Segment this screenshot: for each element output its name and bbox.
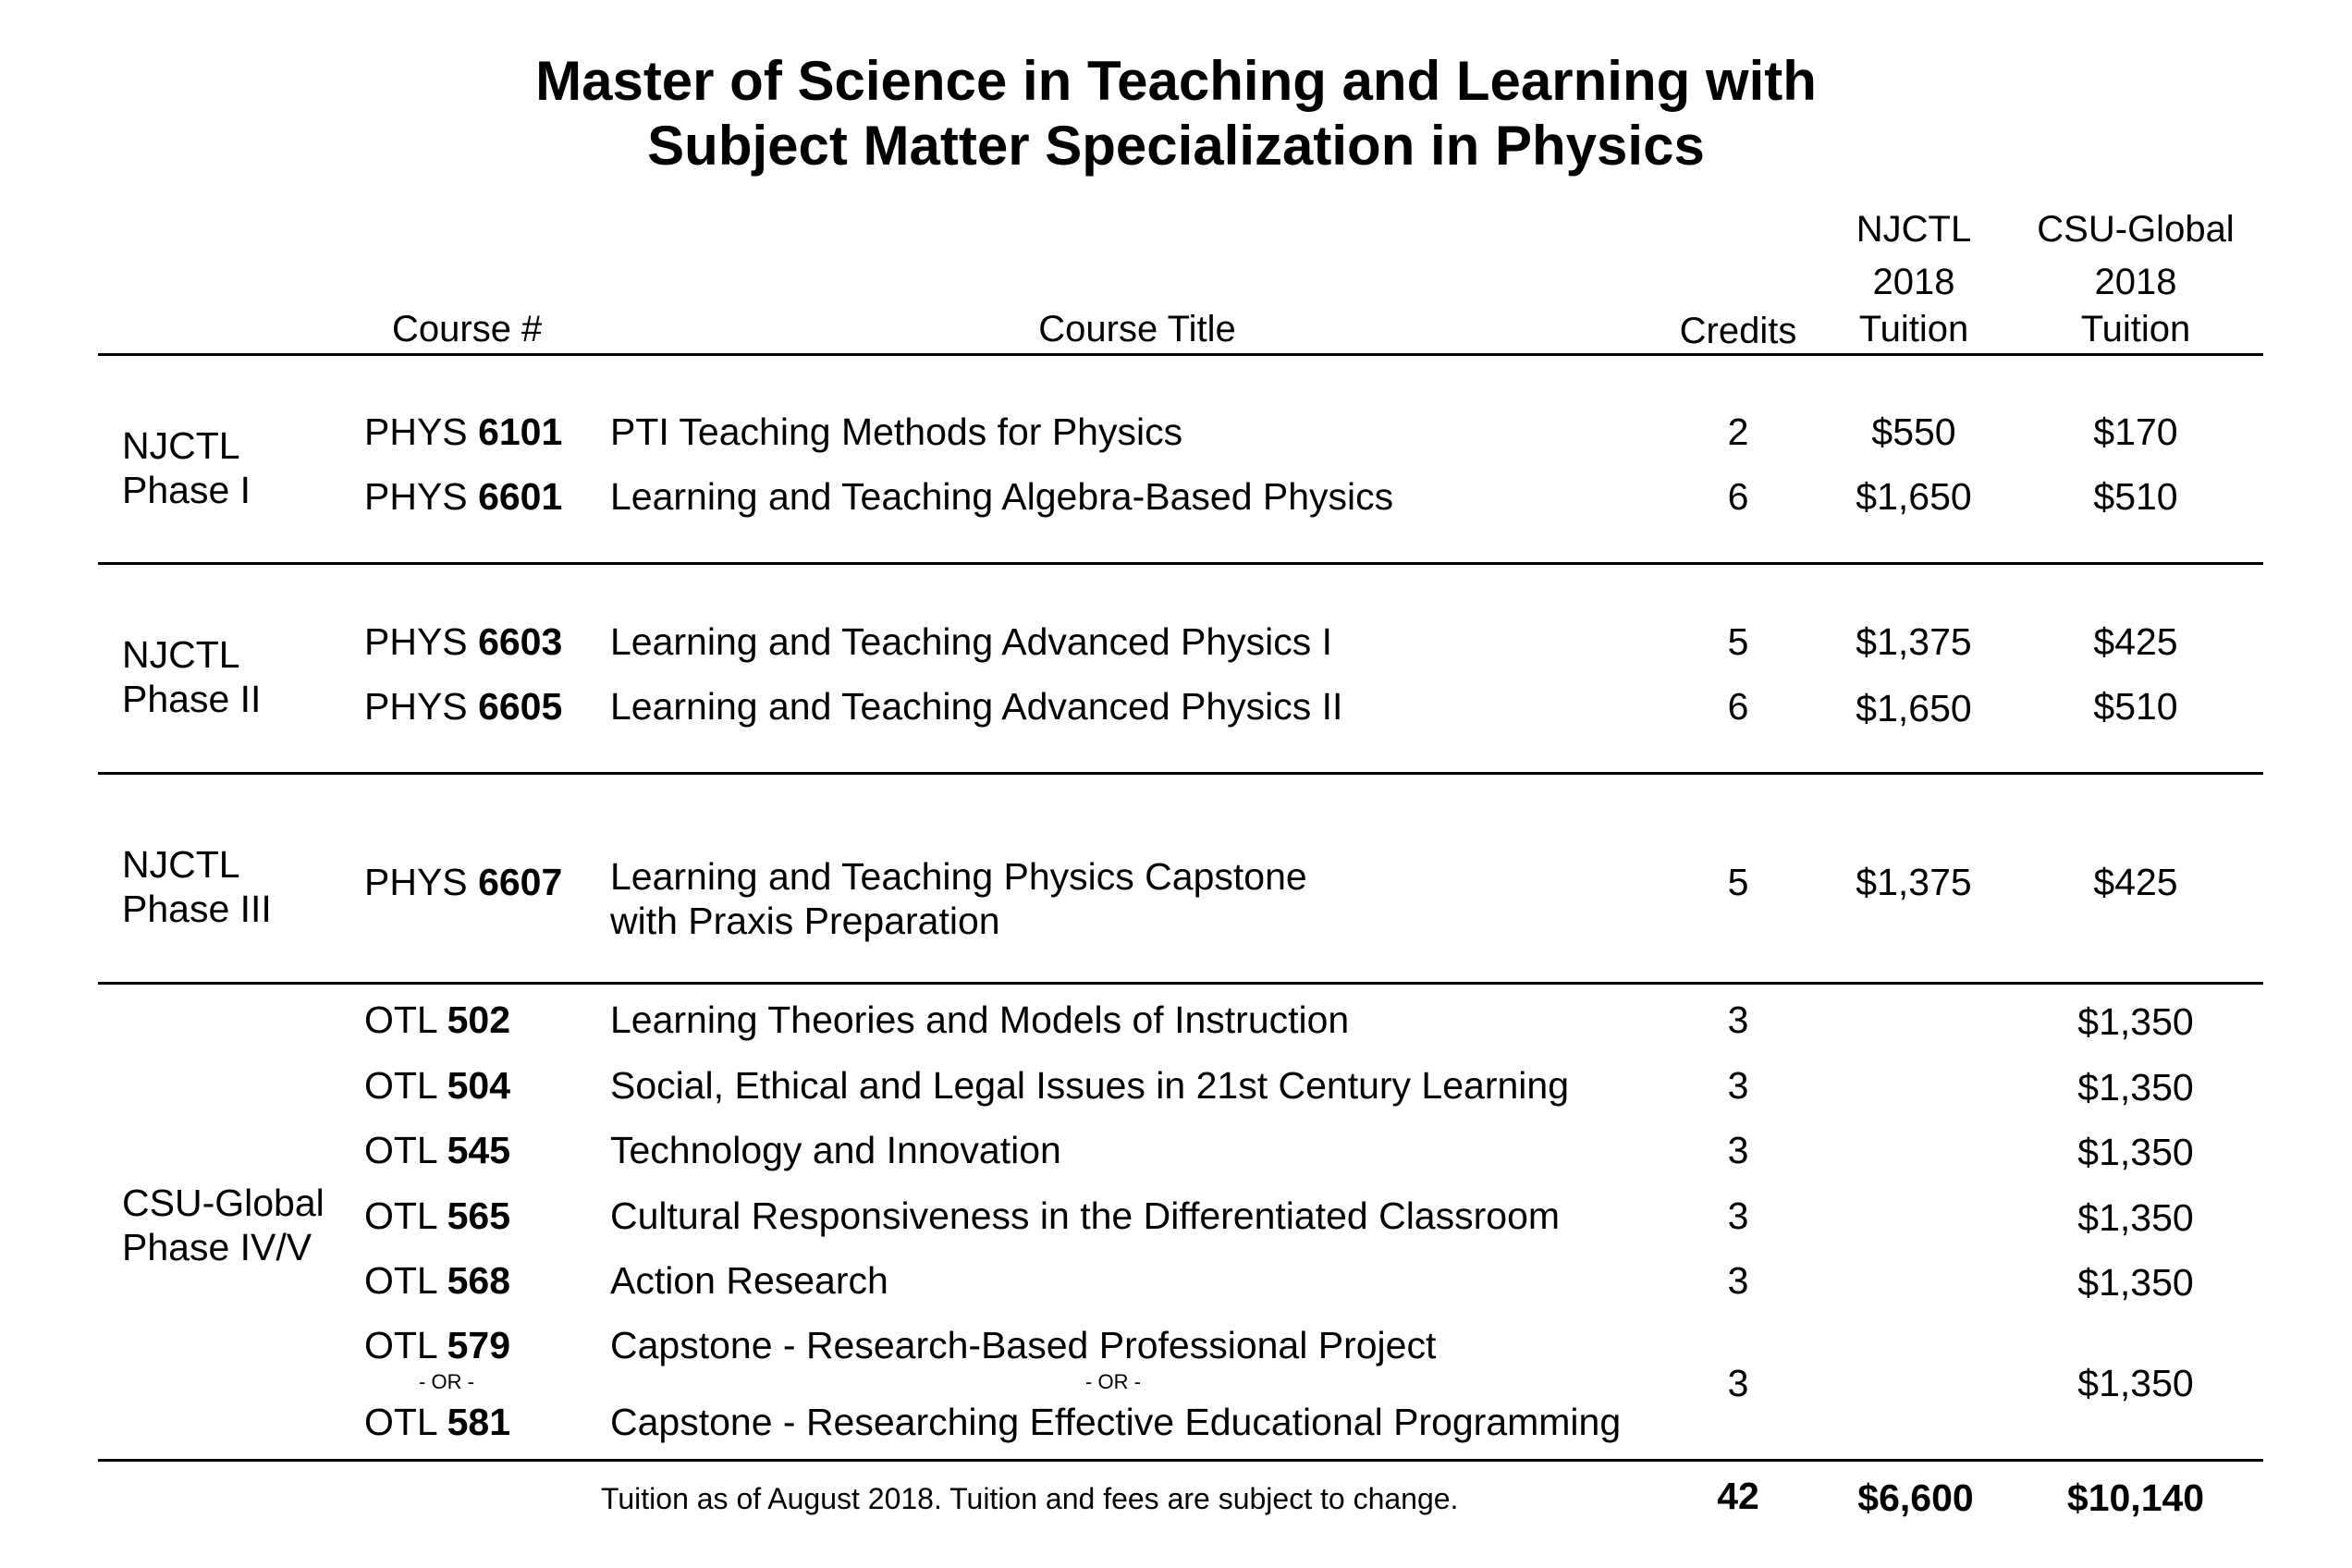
section-label-phase-3: NJCTL xyxy=(122,843,240,886)
course-title: PTI Teaching Methods for Physics xyxy=(610,410,1183,453)
header-njctl-line-2: 2018 xyxy=(1872,262,1955,302)
course-csu-tuition: $1,350 xyxy=(2077,1261,2194,1304)
course-csu-tuition: $1,350 xyxy=(2077,1362,2194,1404)
footer-divider xyxy=(98,1459,2263,1462)
course-credits: 5 xyxy=(1727,861,1749,903)
section-label-phase-3-sub: Phase III xyxy=(122,888,272,930)
course-csu-tuition: $425 xyxy=(2093,861,2178,903)
course-csu-tuition: $170 xyxy=(2093,410,2178,453)
course-number: PHYS 6603 xyxy=(364,620,563,663)
course-njctl-tuition: $1,650 xyxy=(1856,687,1972,729)
course-credits: 3 xyxy=(1727,1194,1749,1237)
course-title-continued: with Praxis Preparation xyxy=(610,900,1000,942)
course-njctl-tuition: $550 xyxy=(1871,410,1956,453)
course-credits: 2 xyxy=(1727,410,1749,453)
course-title: Learning and Teaching Physics Capstone xyxy=(610,855,1307,898)
course-number: PHYS 6605 xyxy=(364,685,563,728)
header-csu-line-2: 2018 xyxy=(2094,262,2177,302)
or-separator: - OR - xyxy=(419,1370,474,1393)
course-title: Technology and Innovation xyxy=(610,1129,1061,1171)
total-njctl-tuition: $6,600 xyxy=(1857,1476,1974,1519)
course-csu-tuition: $1,350 xyxy=(2077,1131,2194,1173)
course-number: OTL 504 xyxy=(364,1064,511,1107)
section-label-phase-2: NJCTL xyxy=(122,633,240,676)
section-label-phase-2-sub: Phase II xyxy=(122,678,262,720)
header-csu-line-1: CSU-Global xyxy=(2037,209,2235,250)
course-csu-tuition: $510 xyxy=(2093,475,2178,518)
course-credits: 3 xyxy=(1727,998,1749,1041)
course-credits: 6 xyxy=(1727,685,1749,728)
course-title: Learning and Teaching Advanced Physics I xyxy=(610,620,1333,663)
course-number: PHYS 6607 xyxy=(364,861,563,903)
course-credits: 3 xyxy=(1727,1129,1749,1171)
course-csu-tuition: $1,350 xyxy=(2077,1196,2194,1239)
course-njctl-tuition: $1,650 xyxy=(1856,475,1972,518)
course-njctl-tuition: $1,375 xyxy=(1856,620,1972,663)
page-title-line-2: Subject Matter Specialization in Physics xyxy=(647,115,1705,177)
section-label-phase-4: CSU-Global xyxy=(122,1182,325,1224)
course-title: Cultural Responsiveness in the Differentiated Classroom xyxy=(610,1194,1561,1237)
course-csu-tuition: $1,350 xyxy=(2077,1066,2194,1109)
course-credits: 6 xyxy=(1727,475,1749,518)
course-title: Learning and Teaching Algebra-Based Physics xyxy=(610,475,1394,518)
header-njctl-line-3: Tuition xyxy=(1858,309,1969,349)
course-credits: 3 xyxy=(1727,1362,1749,1404)
total-csu-tuition: $10,140 xyxy=(2066,1476,2205,1519)
course-njctl-tuition: $1,375 xyxy=(1856,861,1972,903)
course-number: PHYS 6101 xyxy=(364,410,563,453)
tuition-note: Tuition as of August 2018. Tuition and fees are subject to change. xyxy=(601,1482,1459,1515)
course-credits: 3 xyxy=(1727,1259,1749,1302)
course-title: Learning and Teaching Advanced Physics II xyxy=(610,685,1343,728)
header-divider xyxy=(98,353,2263,356)
course-number: OTL 568 xyxy=(364,1259,511,1302)
course-title: Learning Theories and Models of Instruction xyxy=(610,998,1350,1041)
course-number-alternate: OTL 581 xyxy=(364,1401,511,1443)
header-course-number: Course # xyxy=(392,309,543,349)
section-divider xyxy=(98,562,2263,565)
course-title-alternate: Capstone - Researching Effective Educational Programming xyxy=(610,1401,1622,1443)
header-njctl-line-1: NJCTL xyxy=(1856,209,1972,250)
course-number: OTL 502 xyxy=(364,998,511,1041)
course-number: PHYS 6601 xyxy=(364,475,563,518)
course-title: Action Research xyxy=(610,1259,888,1302)
course-csu-tuition: $425 xyxy=(2093,620,2178,663)
course-number: OTL 579 xyxy=(364,1324,511,1366)
or-separator: - OR - xyxy=(1085,1370,1141,1393)
course-number: OTL 565 xyxy=(364,1194,511,1237)
header-credits: Credits xyxy=(1679,311,1797,351)
page-title-line-1: Master of Science in Teaching and Learning with xyxy=(535,50,1817,112)
total-credits: 42 xyxy=(1717,1475,1759,1517)
course-title: Capstone - Research-Based Professional Project xyxy=(610,1324,1437,1366)
course-number: OTL 545 xyxy=(364,1129,511,1171)
header-csu-line-3: Tuition xyxy=(2080,309,2191,349)
header-course-title: Course Title xyxy=(1038,309,1236,349)
section-divider xyxy=(98,772,2263,775)
section-divider xyxy=(98,982,2263,985)
course-credits: 3 xyxy=(1727,1064,1749,1107)
course-csu-tuition: $1,350 xyxy=(2077,1000,2194,1043)
section-label-phase-4-sub: Phase IV/V xyxy=(122,1226,312,1268)
section-label-phase-1-sub: Phase I xyxy=(122,469,251,511)
course-csu-tuition: $510 xyxy=(2093,685,2178,728)
section-label-phase-1: NJCTL xyxy=(122,424,240,467)
course-credits: 5 xyxy=(1727,620,1749,663)
course-title: Social, Ethical and Legal Issues in 21st Century Learning xyxy=(610,1064,1570,1107)
